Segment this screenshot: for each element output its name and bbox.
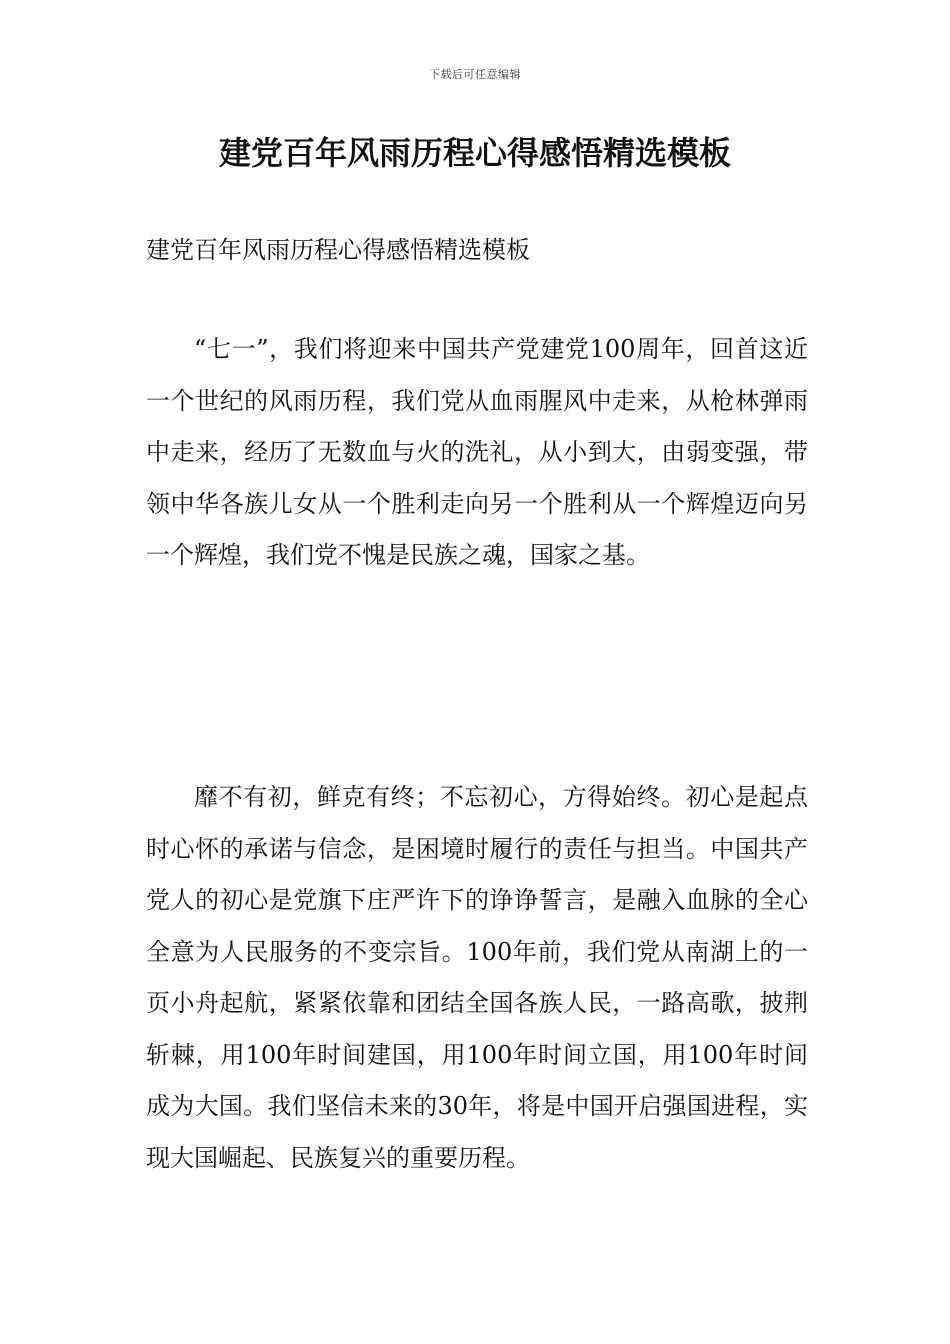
document-subtitle: 建党百年风雨历程心得感悟精选模板 <box>146 236 530 264</box>
header-note: 下载后可任意编辑 <box>429 68 521 81</box>
document-title: 建党百年风雨历程心得感悟精选模板 <box>218 134 731 172</box>
paragraph-1: “七一”，我们将迎来中国共产党建党100周年，回首这近一个世纪的风雨历程，我们党从血雨腥风中走来，从枪林弹雨中走来，经历了无数血与火的洗礼，从小到大，由弱变强，带领中华各族儿女从一个胜利走向另一个胜利从一个辉煌迈向另一个辉煌，我们党不愧是民族之魂，国家之基。 <box>146 335 808 569</box>
paragraph-2: 靡不有初，鲜克有终；不忘初心，方得始终。初心是起点时心怀的承诺与信念，是困境时履行的责任与担当。中国共产党人的初心是党旗下庄严许下的诤诤誓言，是融入血脉的全心全意为人民服务的不变宗旨。100年前，我们党从南湖上的一页小舟起航，紧紧依靠和团结全国各族人民，一路高歌，披荆斩棘，用100年时间建国，用100年时间立国，用100年时间成为大国。我们坚信未来的30年，将是中国开启强国进程，实现大国崛起、民族复兴的重要历程。 <box>146 783 808 1172</box>
